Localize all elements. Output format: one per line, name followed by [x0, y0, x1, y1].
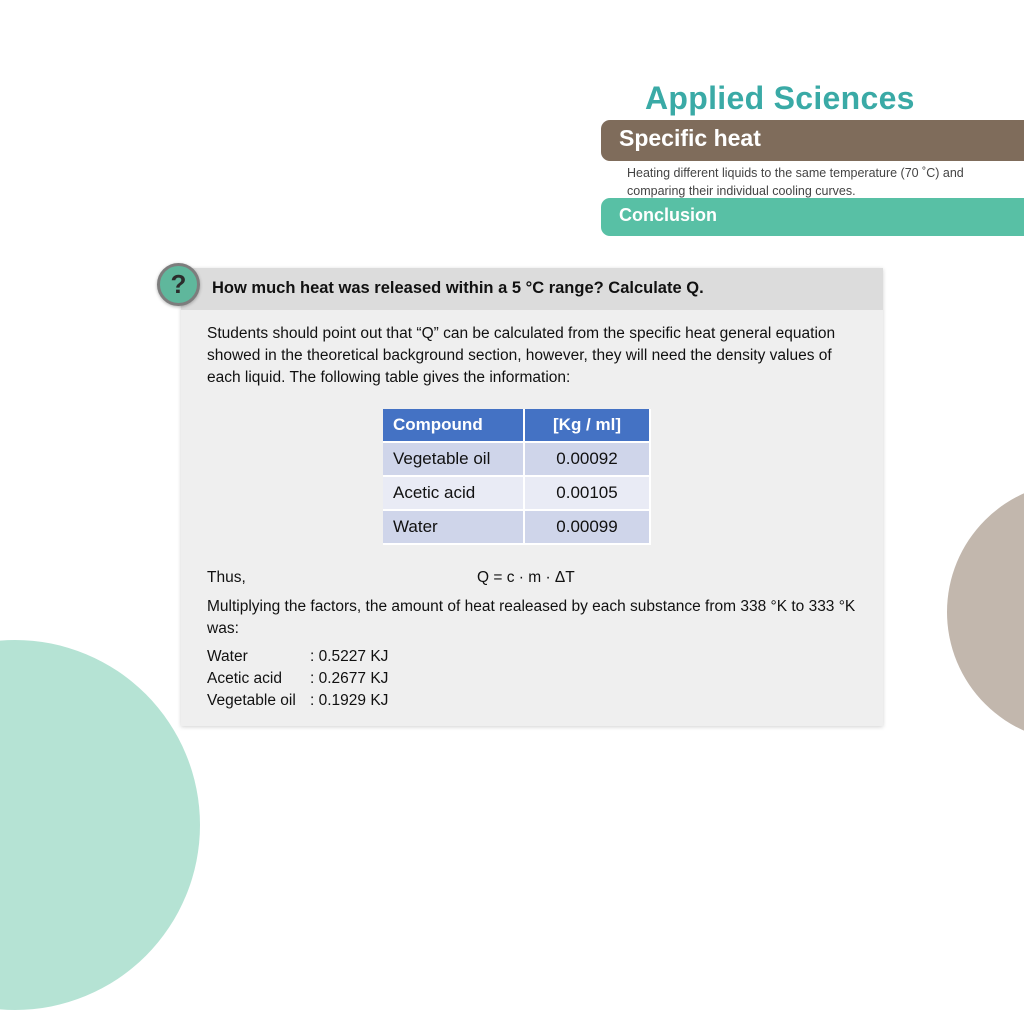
thus-label: Thus, — [207, 569, 246, 586]
list-item — [207, 690, 388, 712]
result-value: : 0.1929 KJ — [310, 692, 389, 709]
table-header-density: [Kg / ml] — [525, 409, 651, 443]
result-substance: Acetic acid — [207, 670, 282, 687]
list-item — [207, 646, 388, 668]
topic-description: Heating different liquids to the same temperature (70 ˚C) and comparing their individual cooling curves. — [627, 166, 964, 198]
table-cell-compound: Acetic acid — [383, 477, 525, 511]
table-row — [383, 511, 651, 545]
explanation-paragraph: Students should point out that “Q” can be calculated from the specific heat general equation showed in the theoretical background section, however, they will need the density values of each liquid. The following table gives the information: — [207, 325, 836, 386]
heat-equation: Q = c · m · ΔT — [477, 569, 575, 586]
section-label: Conclusion — [619, 205, 717, 225]
question-mark-icon: ? — [157, 263, 200, 306]
result-value: : 0.2677 KJ — [310, 670, 389, 687]
table-header-row — [383, 409, 651, 443]
table-cell-density: 0.00105 — [525, 477, 651, 511]
table-cell-compound: Water — [383, 511, 525, 545]
topic-title: Specific heat — [619, 125, 761, 151]
table-row — [383, 443, 651, 477]
decorative-circle-right — [947, 482, 1024, 742]
result-substance: Vegetable oil — [207, 692, 296, 709]
table-row — [383, 477, 651, 511]
result-intro: Multiplying the factors, the amount of heat realeased by each substance from 338 °K to 333 °K was: — [207, 598, 856, 637]
brand-logo-text: Applied Sciences — [645, 80, 915, 116]
result-substance: Water — [207, 648, 248, 665]
table-cell-compound: Vegetable oil — [383, 443, 525, 477]
question-text: How much heat was released within a 5 °C range? Calculate Q. — [212, 279, 704, 297]
topic-title-bar — [601, 120, 1024, 161]
result-value: : 0.5227 KJ — [310, 648, 389, 665]
table-cell-density: 0.00099 — [525, 511, 651, 545]
list-item — [207, 668, 388, 690]
table-header-compound: Compound — [383, 409, 525, 443]
decorative-circle-left — [0, 640, 200, 1010]
table-cell-density: 0.00092 — [525, 443, 651, 477]
section-label-bar — [601, 198, 1024, 236]
results-list — [207, 646, 388, 712]
density-table — [383, 409, 651, 545]
